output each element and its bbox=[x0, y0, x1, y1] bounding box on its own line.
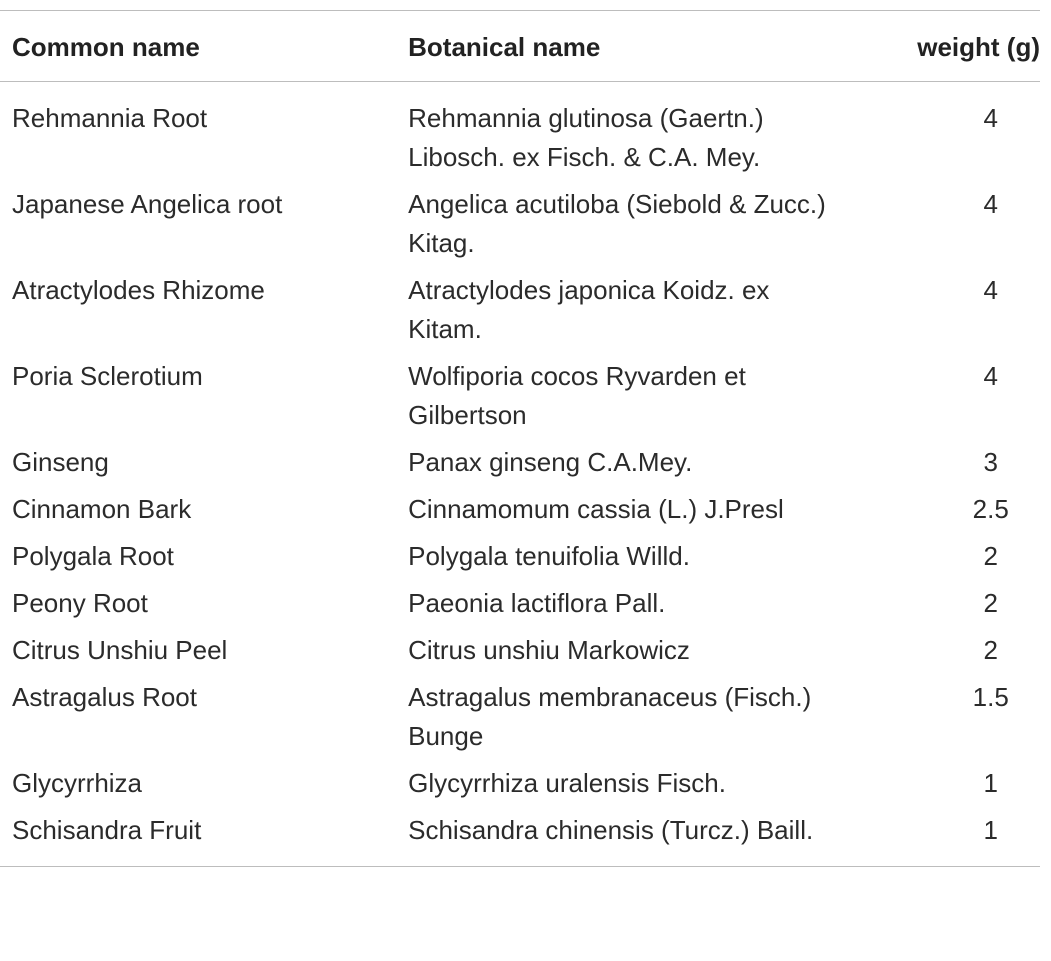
common-name-cell: Japanese Angelica root bbox=[12, 189, 283, 219]
common-name-cell: Cinnamon Bark bbox=[12, 494, 192, 524]
table-row bbox=[0, 764, 1040, 811]
common-name-cell: Polygala Root bbox=[12, 541, 174, 571]
table-row bbox=[0, 185, 1040, 271]
header-row bbox=[0, 11, 1040, 82]
botanical-name-cell: Cinnamomum cassia (L.) J.Presl bbox=[408, 494, 784, 524]
weight-cell: 2 bbox=[983, 635, 998, 665]
table-row bbox=[0, 490, 1040, 537]
table-row bbox=[0, 811, 1040, 867]
table-row bbox=[0, 631, 1040, 678]
header-weight: weight (g) bbox=[917, 32, 1040, 62]
table-header bbox=[0, 11, 1040, 82]
botanical-name-cell: Polygala tenuifolia Willd. bbox=[408, 541, 690, 571]
table-row bbox=[0, 82, 1040, 186]
common-name-cell: Citrus Unshiu Peel bbox=[12, 635, 228, 665]
common-name-cell: Peony Root bbox=[12, 588, 148, 618]
weight-cell: 4 bbox=[983, 361, 998, 391]
common-name-cell: Astragalus Root bbox=[12, 682, 197, 712]
weight-cell: 1 bbox=[983, 815, 998, 845]
common-name-cell: Glycyrrhiza bbox=[12, 768, 143, 798]
table-body bbox=[0, 82, 1040, 867]
table-row bbox=[0, 357, 1040, 443]
header-common-name: Common name bbox=[12, 32, 200, 62]
weight-cell: 1.5 bbox=[972, 682, 1009, 712]
table-row bbox=[0, 443, 1040, 490]
common-name-cell: Ginseng bbox=[12, 447, 109, 477]
weight-cell: 2.5 bbox=[972, 494, 1009, 524]
table-row bbox=[0, 678, 1040, 764]
botanical-name-cell: Wolfiporia cocos Ryvarden et Gilbertson bbox=[408, 361, 746, 430]
weight-cell: 3 bbox=[983, 447, 998, 477]
common-name-cell: Atractylodes Rhizome bbox=[12, 275, 265, 305]
weight-cell: 1 bbox=[983, 768, 998, 798]
weight-cell: 4 bbox=[983, 189, 998, 219]
botanical-name-cell: Schisandra chinensis (Turcz.) Baill. bbox=[408, 815, 814, 845]
botanical-name-cell: Citrus unshiu Markowicz bbox=[408, 635, 690, 665]
botanical-name-cell: Angelica acutiloba (Siebold & Zucc.) Kitag. bbox=[408, 189, 826, 258]
herb-composition-table bbox=[0, 10, 1040, 867]
weight-cell: 2 bbox=[983, 588, 998, 618]
common-name-cell: Poria Sclerotium bbox=[12, 361, 203, 391]
botanical-name-cell: Astragalus membranaceus (Fisch.) Bunge bbox=[408, 682, 812, 751]
header-botanical-name: Botanical name bbox=[408, 32, 601, 62]
botanical-name-cell: Rehmannia glutinosa (Gaertn.) Libosch. ex Fisch. & C.A. Mey. bbox=[408, 103, 764, 172]
botanical-name-cell: Atractylodes japonica Koidz. ex Kitam. bbox=[408, 275, 770, 344]
weight-cell: 4 bbox=[983, 103, 998, 133]
common-name-cell: Schisandra Fruit bbox=[12, 815, 202, 845]
common-name-cell: Rehmannia Root bbox=[12, 103, 208, 133]
botanical-name-cell: Panax ginseng C.A.Mey. bbox=[408, 447, 693, 477]
botanical-name-cell: Glycyrrhiza uralensis Fisch. bbox=[408, 768, 726, 798]
table-row bbox=[0, 271, 1040, 357]
botanical-name-cell: Paeonia lactiflora Pall. bbox=[408, 588, 666, 618]
weight-cell: 2 bbox=[983, 541, 998, 571]
table-row bbox=[0, 584, 1040, 631]
weight-cell: 4 bbox=[983, 275, 998, 305]
table-row bbox=[0, 537, 1040, 584]
